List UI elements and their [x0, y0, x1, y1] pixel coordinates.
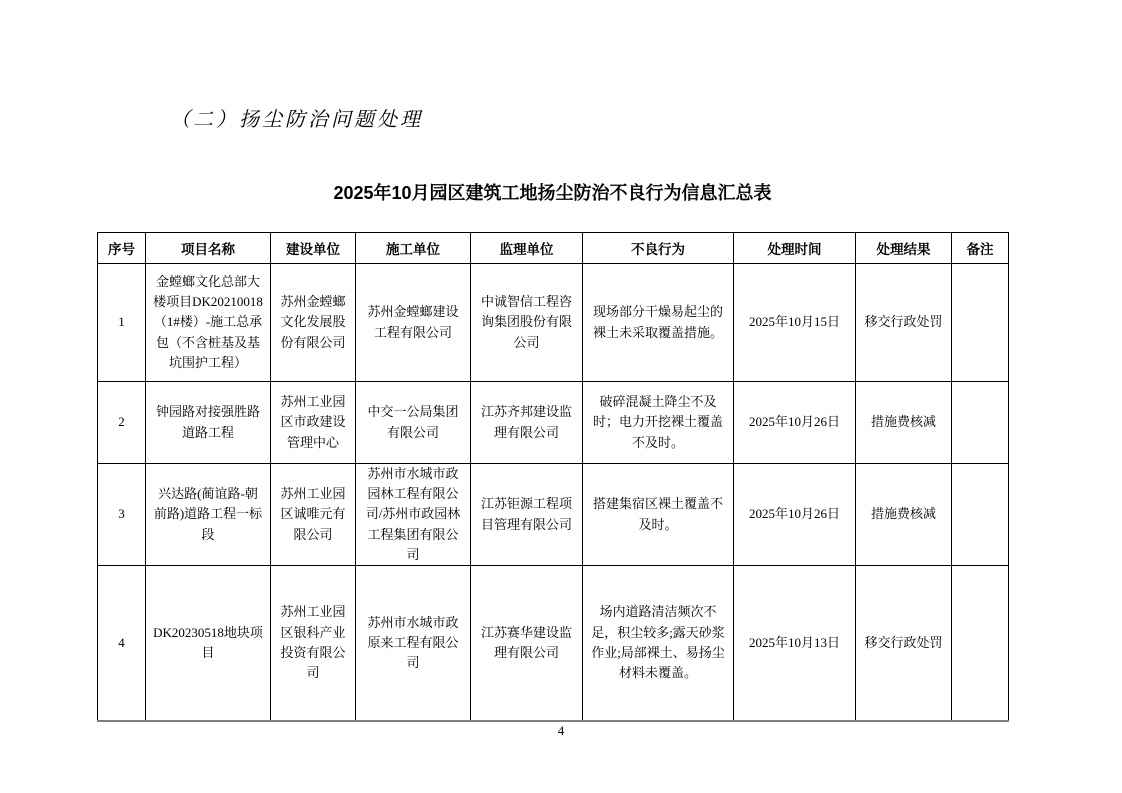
column-header-time: 处理时间: [734, 233, 856, 264]
cell-constructor: 苏州市水城市政园林工程有限公司/苏州市政园林工程集团有限公司: [356, 464, 471, 566]
cell-remark: [952, 566, 1009, 721]
cell-result: 移交行政处罚: [856, 566, 952, 721]
cell-time: 2025年10月15日: [734, 264, 856, 382]
cell-result: 移交行政处罚: [856, 264, 952, 382]
table-row: [98, 464, 1009, 566]
cell-result: 措施费核减: [856, 464, 952, 566]
cell-constructor: 苏州金螳螂建设工程有限公司: [356, 264, 471, 382]
table-row: [98, 566, 1009, 721]
table-row: [98, 264, 1009, 382]
cell-builder: 苏州工业园区诚唯元有限公司: [271, 464, 356, 566]
cell-supervisor: 江苏钜源工程项目管理有限公司: [471, 464, 583, 566]
column-header-builder: 建设单位: [271, 233, 356, 264]
cell-time: 2025年10月26日: [734, 382, 856, 464]
cell-time: 2025年10月13日: [734, 566, 856, 721]
column-header-behavior: 不良行为: [583, 233, 734, 264]
column-header-supervisor: 监理单位: [471, 233, 583, 264]
section-heading: （二）扬尘防治问题处理: [170, 109, 423, 131]
cell-behavior: 现场部分干燥易起尘的裸土未采取覆盖措施。: [583, 264, 734, 382]
cell-time: 2025年10月26日: [734, 464, 856, 566]
cell-result: 措施费核减: [856, 382, 952, 464]
cell-seq: 3: [98, 464, 146, 566]
cell-behavior: 破碎混凝土降尘不及时；电力开挖裸土覆盖不及时。: [583, 382, 734, 464]
cell-constructor: 苏州市水城市政原来工程有限公司: [356, 566, 471, 721]
cell-builder: 苏州金螳螂文化发展股份有限公司: [271, 264, 356, 382]
cell-seq: 1: [98, 264, 146, 382]
cell-project: 金螳螂文化总部大楼项目DK20210018（1#楼）-施工总承包（不含桩基及基坑围护工程）: [146, 264, 271, 382]
table-header-row: [98, 233, 1009, 264]
cell-seq: 2: [98, 382, 146, 464]
cell-builder: 苏州工业园区市政建设管理中心: [271, 382, 356, 464]
column-header-constructor: 施工单位: [356, 233, 471, 264]
cell-supervisor: 江苏赛华建设监理有限公司: [471, 566, 583, 721]
cell-builder: 苏州工业园区银科产业投资有限公司: [271, 566, 356, 721]
column-header-result: 处理结果: [856, 233, 952, 264]
cell-seq: 4: [98, 566, 146, 721]
table-title: 2025年10月园区建筑工地扬尘防治不良行为信息汇总表: [333, 183, 772, 203]
column-header-remark: 备注: [952, 233, 1009, 264]
cell-project: 钟园路对接强胜路道路工程: [146, 382, 271, 464]
cell-remark: [952, 464, 1009, 566]
cell-behavior: 场内道路清洁频次不足，积尘较多;露天砂浆作业;局部裸土、易扬尘材料未覆盖。: [583, 566, 734, 721]
cell-behavior: 搭建集宿区裸土覆盖不及时。: [583, 464, 734, 566]
cell-project: 兴达路(蔺谊路-朝前路)道路工程一标段: [146, 464, 271, 566]
cell-project: DK20230518地块项目: [146, 566, 271, 721]
table-body: [98, 264, 1009, 721]
cell-remark: [952, 264, 1009, 382]
cell-supervisor: 中诚智信工程咨询集团股份有限公司: [471, 264, 583, 382]
cell-remark: [952, 382, 1009, 464]
page-number: 4: [557, 723, 565, 738]
dust-violation-table: [97, 232, 1009, 722]
column-header-project: 项目名称: [146, 233, 271, 264]
cell-supervisor: 江苏齐邦建设监理有限公司: [471, 382, 583, 464]
cell-constructor: 中交一公局集团有限公司: [356, 382, 471, 464]
table-row: [98, 382, 1009, 464]
column-header-seq: 序号: [98, 233, 146, 264]
